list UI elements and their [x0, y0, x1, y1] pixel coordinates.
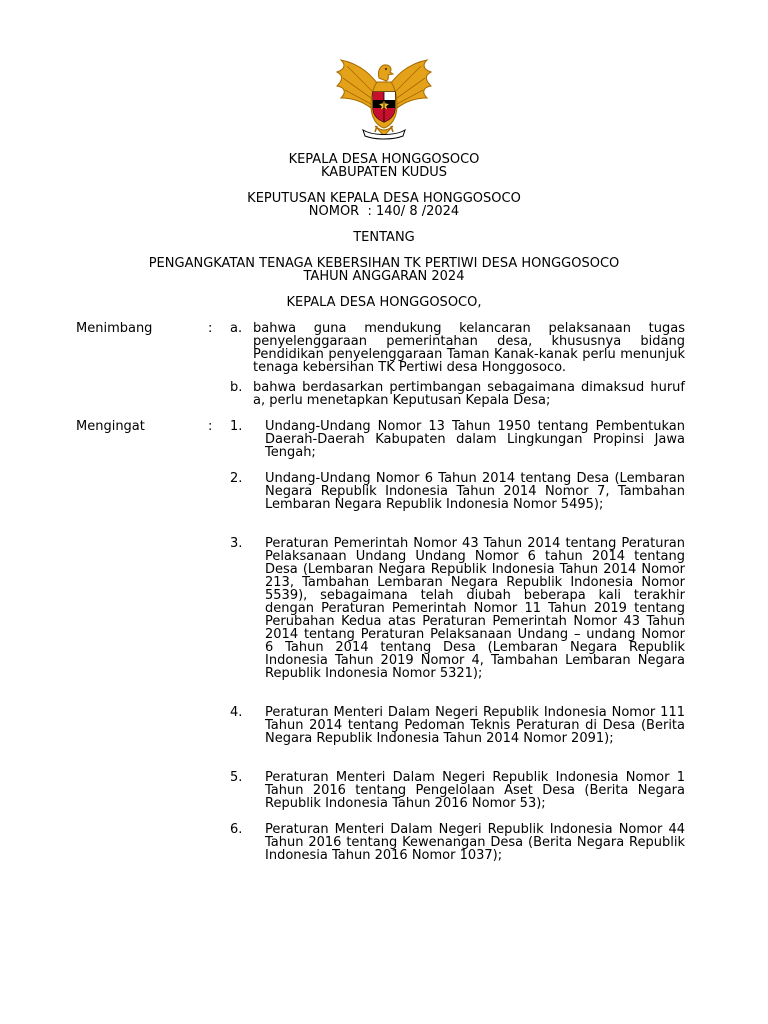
issuer-signature-heading: KEPALA DESA HONGGOSOCO,	[286, 295, 482, 310]
garuda-pancasila-emblem	[333, 56, 435, 140]
tentang-heading: TENTANG	[353, 230, 415, 245]
item-text: Peraturan Pemerintah Nomor 43 Tahun 2014 tentang Peraturan Pelaksanaan Undang Undang Nomor 6 tahun 2014 tentang Desa (Lembaran Negara Republik Indonesia Tahun 2014 Nomor 213, Tambahan Lembaran Negara Republik Indonesia Nomor 5539), sebagaimana telah diubah beberapa kali terakhir dengan Peraturan Pemerintah Nomor 11 Tahun 2019 tentang Perubahan Kedua atas Peraturan Pemerintah Nomor 43 Tahun 2014 tentang Peraturan Pelaksanaan Undang – undang Nomor 6 Tahun 2014 tentang Desa (Lembaran Negara Republik Indonesia Tahun 2019 Nomor 4, Tambahan Lembaran Negara Republik Indonesia Nomor 5321);	[265, 536, 685, 681]
subject-line-1: PENGANGKATAN TENAGA KEBERSIHAN TK PERTIWI DESA HONGGOSOCO	[148, 256, 620, 271]
menimbang-label: Menimbang	[76, 321, 153, 336]
mengingat-colon: :	[208, 419, 213, 434]
decree-title: KEPUTUSAN KEPALA DESA HONGGOSOCO	[247, 191, 521, 206]
item-marker: 1.	[230, 419, 243, 434]
item-text: Peraturan Menteri Dalam Negeri Republik Indonesia Nomor 1 Tahun 2016 tentang Pengelolaan Aset Desa (Berita Negara Republik Indonesia Tahun 2016 Nomor 53);	[265, 770, 685, 811]
item-marker: 6.	[230, 822, 243, 837]
item-text: Undang-Undang Nomor 13 Tahun 1950 tentang Pembentukan Daerah-Daerah Kabupaten dalam Lingkungan Propinsi Jawa Tengah;	[265, 419, 685, 460]
menimbang-colon: :	[208, 321, 213, 336]
item-marker: 3.	[230, 536, 243, 551]
mengingat-label: Mengingat	[76, 419, 145, 434]
item-marker: b.	[230, 380, 243, 395]
issuer-title: KEPALA DESA HONGGOSOCO	[288, 152, 480, 167]
item-marker: 2.	[230, 471, 243, 486]
item-marker: 5.	[230, 770, 243, 785]
item-marker: a.	[230, 321, 243, 336]
regency-name: KABUPATEN KUDUS	[321, 165, 447, 180]
subject-line-2: TAHUN ANGGARAN 2024	[303, 269, 465, 284]
item-text: bahwa berdasarkan pertimbangan sebagaimana dimaksud huruf a, perlu menetapkan Keputusan Kepala Desa;	[253, 380, 685, 408]
decree-number: NOMOR : 140/ 8 /2024	[308, 204, 460, 219]
item-text: bahwa guna mendukung kelancaran pelaksanaan tugas penyelenggaraan pemerintahan desa, khususnya bidang Pendidikan penyelenggaraan Taman Kanak-kanak perlu menunjuk tenaga kebersihan TK Pertiwi desa Honggosoco.	[253, 321, 685, 375]
item-text: Peraturan Menteri Dalam Negeri Republik Indonesia Nomor 44 Tahun 2016 tentang Kewenangan Desa (Berita Negara Republik Indonesia Tahun 2016 Nomor 1037);	[265, 822, 685, 863]
item-text: Peraturan Menteri Dalam Negeri Republik Indonesia Nomor 111 Tahun 2014 tentang Pedoman Teknis Peraturan di Desa (Berita Negara Republik Indonesia Tahun 2014 Nomor 2091);	[265, 705, 685, 746]
item-marker: 4.	[230, 705, 243, 720]
item-text: Undang-Undang Nomor 6 Tahun 2014 tentang Desa (Lembaran Negara Republik Indonesia Tahun 2014 Nomor 7, Tambahan Lembaran Negara Republik Indonesia Nomor 5495);	[265, 471, 685, 512]
